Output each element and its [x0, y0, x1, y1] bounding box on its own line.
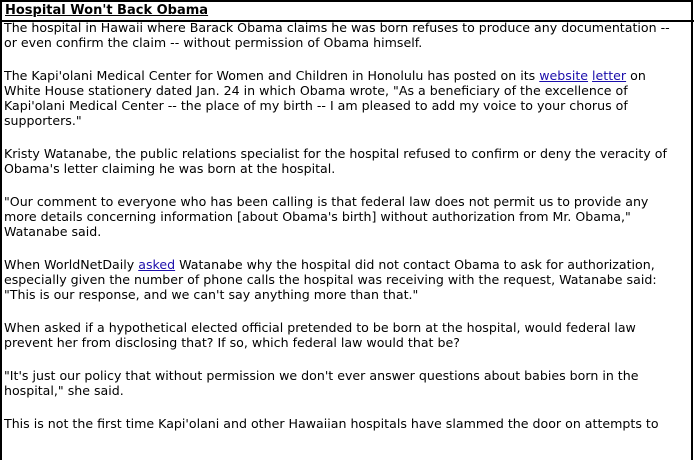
article-title: Hospital Won't Back Obama: [2, 2, 694, 22]
text-segment: prevent her from disclosing that? If so, which federal law would that be?: [4, 335, 460, 350]
text-segment: When asked if a hypothetical elected official pretended to be born at the hospital, would federal law: [4, 320, 636, 335]
text-segment: especially given the number of phone calls the hospital was receiving with the request, Watanabe said:: [4, 272, 657, 287]
paragraph-line: [4, 98, 692, 113]
link-asked[interactable]: asked: [138, 257, 176, 272]
article-paragraph: [4, 146, 692, 176]
paragraph-line: [4, 224, 692, 239]
article-paragraph: [4, 257, 692, 302]
paragraph-line: [4, 83, 692, 98]
text-segment: "It's just our policy that without permission we don't ever answer questions about babies born in the: [4, 368, 639, 383]
article-paragraph: [4, 20, 692, 50]
text-segment: White House stationery dated Jan. 24 in which Obama wrote, "As a beneficiary of the excellence of: [4, 83, 628, 98]
text-segment: "This is our response, and we can't say anything more than that.": [4, 287, 419, 302]
text-segment: Kapi'olani Medical Center -- the place of my birth -- I am pleased to add my voice to your chorus of: [4, 98, 628, 113]
text-segment: When WorldNetDaily: [4, 257, 139, 272]
article-paragraph: [4, 194, 692, 239]
article-paragraph: [4, 320, 692, 350]
text-segment: "Our comment to everyone who has been calling is that federal law does not permit us to provide any: [4, 194, 649, 209]
text-segment: Obama's letter claiming he was born at the hospital.: [4, 161, 336, 176]
paragraph-line: [4, 368, 692, 383]
article-paragraph: [4, 68, 692, 128]
text-segment: Watanabe said.: [4, 224, 102, 239]
link-letter[interactable]: letter: [592, 68, 627, 83]
text-segment: more details concerning information [about Obama's birth] without authorization from Mr. Obama,": [4, 209, 631, 224]
paragraph-line: [4, 416, 692, 431]
article-body: [4, 20, 692, 449]
paragraph-line: [4, 383, 692, 398]
text-segment: hospital," she said.: [4, 383, 124, 398]
paragraph-line: [4, 146, 692, 161]
text-segment: Watanabe why the hospital did not contact Obama to ask for authorization,: [175, 257, 655, 272]
paragraph-line: [4, 113, 692, 128]
paragraph-line: [4, 161, 692, 176]
paragraph-line: [4, 257, 692, 272]
text-segment: The hospital in Hawaii where Barack Obama claims he was born refuses to produce any documentation --: [4, 20, 670, 35]
text-segment: or even confirm the claim -- without permission of Obama himself.: [4, 35, 423, 50]
article-paragraph: [4, 416, 692, 431]
paragraph-line: [4, 320, 692, 335]
article-paragraph: [4, 368, 692, 398]
text-segment: This is not the first time Kapi'olani and other Hawaiian hospitals have slammed the door on attempts to: [4, 416, 659, 431]
paragraph-line: [4, 209, 692, 224]
text-segment: Kristy Watanabe, the public relations specialist for the hospital refused to confirm or deny the veracity of: [4, 146, 667, 161]
paragraph-line: [4, 68, 692, 83]
link-website[interactable]: website: [539, 68, 589, 83]
paragraph-line: [4, 194, 692, 209]
paragraph-line: [4, 335, 692, 350]
text-segment: on: [626, 68, 646, 83]
text-segment: The Kapi'olani Medical Center for Women and Children in Honolulu has posted on its: [4, 68, 540, 83]
text-segment: supporters.": [4, 113, 82, 128]
paragraph-line: [4, 20, 692, 35]
paragraph-line: [4, 272, 692, 287]
paragraph-line: [4, 35, 692, 50]
paragraph-line: [4, 287, 692, 302]
